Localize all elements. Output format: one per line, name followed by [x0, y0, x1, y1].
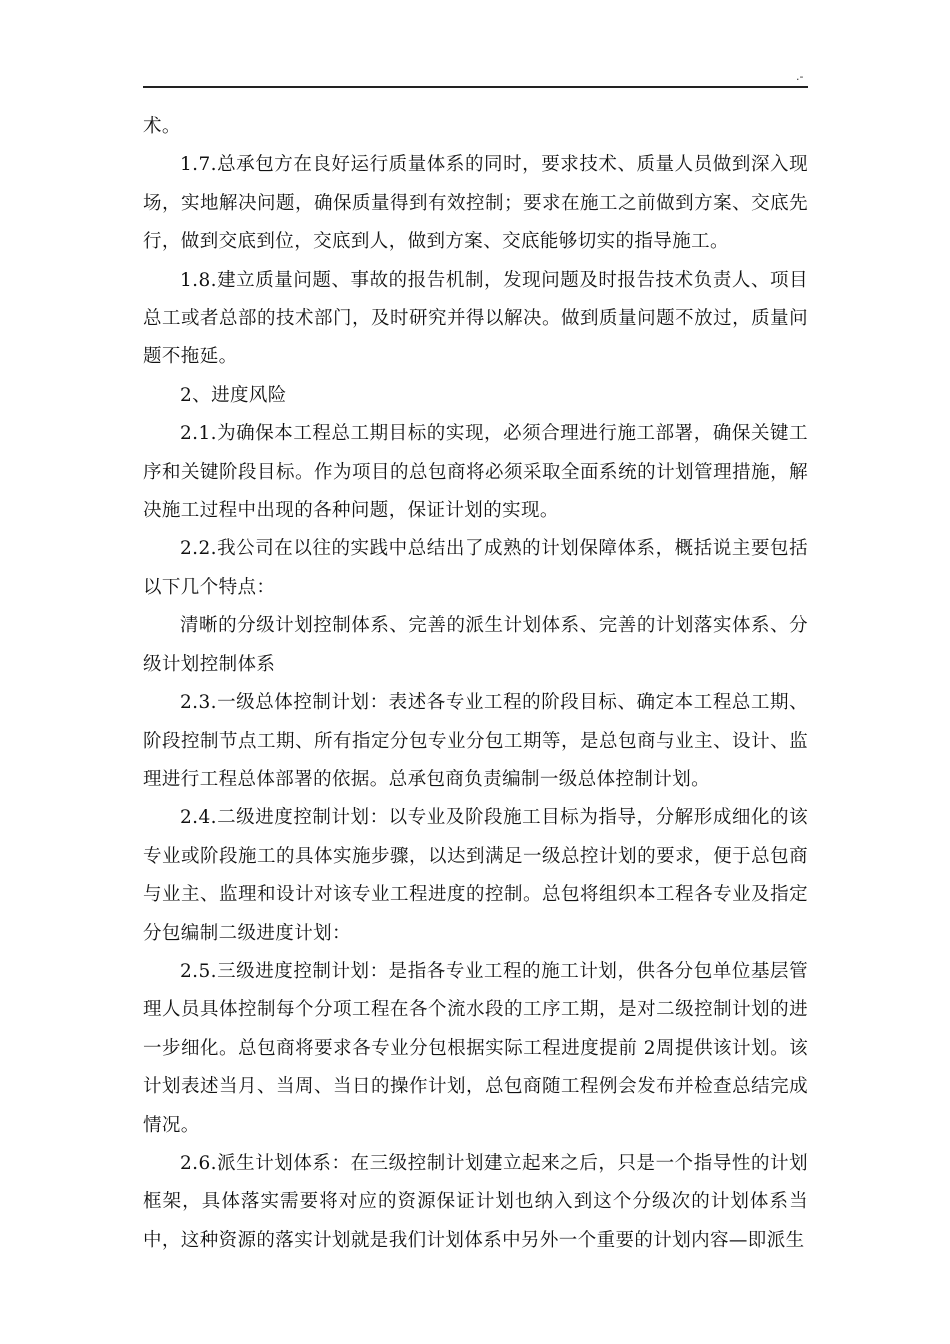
paragraph: 2.6.派生计划体系：在三级控制计划建立起来之后，只是一个指导性的计划框架，具体落实需要将对应的资源保证计划也纳入到这个分级次的计划体系当中，这种资源的落实计划就是我们计划体系中另外一个重要的计划内容—即派生: [143, 1152, 808, 1251]
paragraph: 清晰的分级计划控制体系、完善的派生计划体系、完善的计划落实体系、分级计划控制体系: [143, 615, 808, 675]
paragraph: 1.7.总承包方在良好运行质量体系的同时，要求技术、质量人员做到深入现场，实地解决问题，确保质量得到有效控制；要求在施工之前做到方案、交底先行，做到交底到位，交底到人，做到方案、交底能够切实的指导施工。: [143, 154, 808, 253]
paragraph: 2.2.我公司在以往的实践中总结出了成熟的计划保障体系，概括说主要包括以下几个特点：: [143, 538, 808, 598]
header-rule: [143, 86, 808, 88]
paragraph: 2.5.三级进度控制计划：是指各专业工程的施工计划，供各分包单位基层管理人员具体控制每个分项工程在各个流水段的工序工期，是对二级控制计划的进一步细化。总包商将要求各专业分包根据实际工程进度提前 2周提供该计划。该计划表述当月、当周、当日的操作计划，总包商随工程例会发布并检查总结完成情况。: [143, 960, 808, 1136]
paragraph: 2.3.一级总体控制计划：表述各专业工程的阶段目标、确定本工程总工期、阶段控制节点工期、所有指定分包专业分包工期等，是总包商与业主、设计、监理进行工程总体部署的依据。总承包商负责编制一级总体控制计划。: [143, 692, 808, 790]
header-mark: .-: [796, 70, 804, 83]
paragraph: 术。: [143, 116, 181, 137]
section-heading: 2、进度风险: [180, 384, 287, 406]
paragraph: 2.1.为确保本工程总工期目标的实现，必须合理进行施工部署，确保关键工序和关键阶段目标。作为项目的总包商将必须采取全面系统的计划管理措施，解决施工过程中出现的各种问题，保证计划的实现。: [143, 423, 808, 522]
body-text: [143, 108, 808, 1260]
paragraph: 2.4.二级进度控制计划：以专业及阶段施工目标为指导，分解形成细化的该专业或阶段施工的具体实施步骤，以达到满足一级总控计划的要求，便于总包商与业主、监理和设计对该专业工程进度的控制。总包将组织本工程各专业及指定分包编制二级进度计划：: [143, 807, 808, 944]
paragraph: 1.8.建立质量问题、事故的报告机制，发现问题及时报告技术负责人、项目总工或者总部的技术部门，及时研究并得以解决。做到质量问题不放过，质量问题不拖延。: [143, 269, 808, 368]
